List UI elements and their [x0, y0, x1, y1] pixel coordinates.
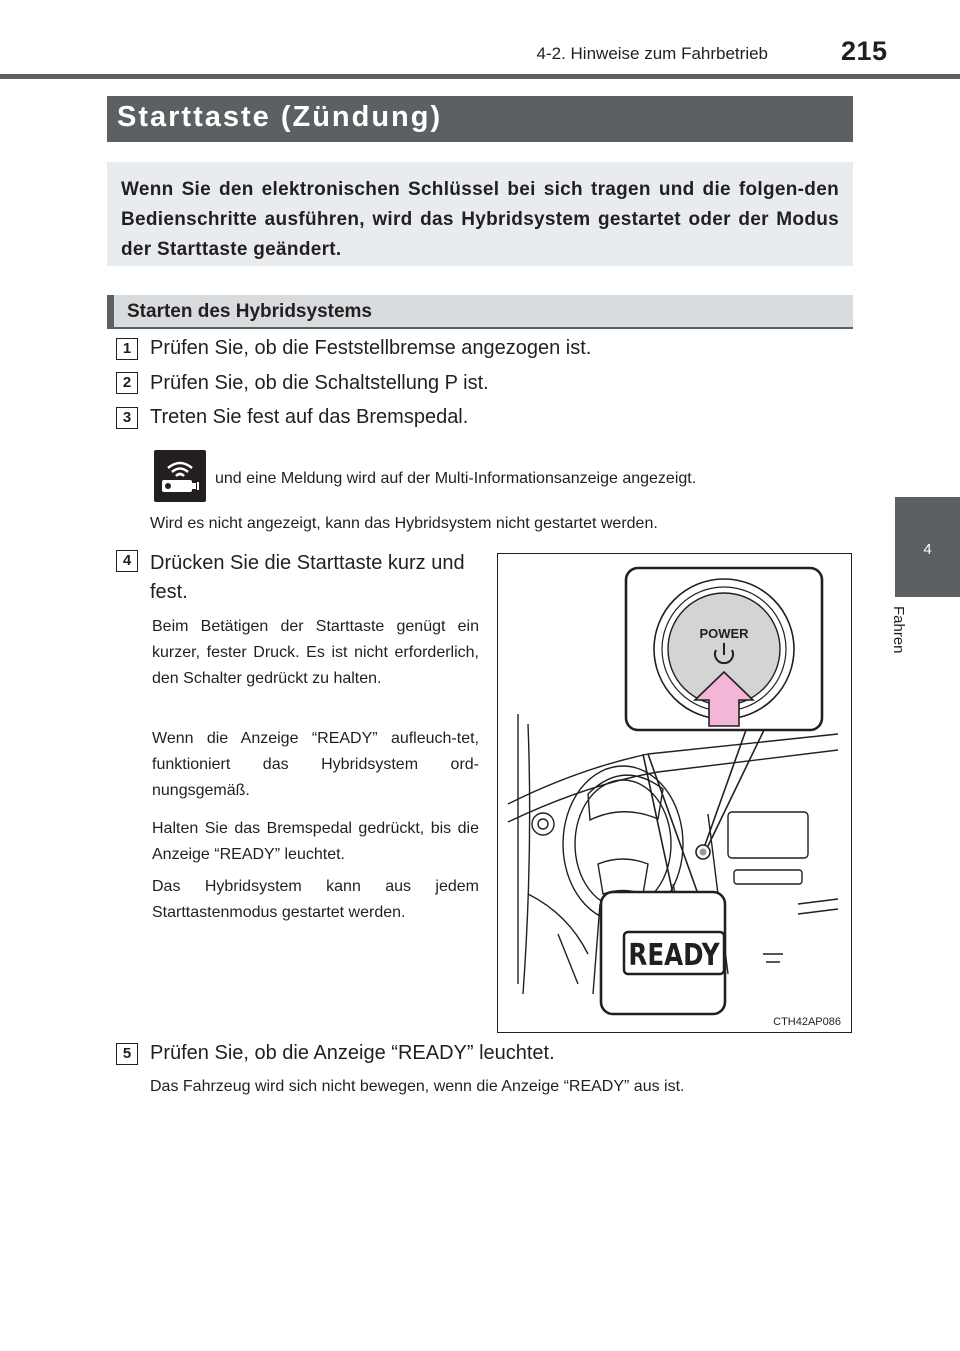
intro-box: [107, 162, 853, 266]
figure-code: CTH42AP086: [773, 1016, 841, 1028]
step4-paragraph-4: Das Hybridsystem kann aus jedem Starttastenmodus gestartet werden.: [152, 878, 479, 921]
step4-paragraph-1: Beim Betätigen der Starttaste genügt ein kurzer, fester Druck. Es ist nicht erforderlich, den Schalter gedrückt zu halten.: [152, 618, 479, 687]
chapter-number: 4: [923, 541, 932, 558]
subheading-accent: [107, 295, 114, 327]
start-button-figure: [497, 553, 852, 1033]
icon-note: und eine Meldung wird auf der Multi-Informationsanzeige angezeigt.: [215, 470, 697, 487]
step5-note: Das Fahrzeug wird sich nicht bewegen, wenn die Anzeige “READY” aus ist.: [150, 1078, 685, 1095]
step3-note: Wird es nicht angezeigt, kann das Hybridsystem nicht gestartet werden.: [150, 515, 658, 532]
smart-key-indicator-icon: [154, 450, 206, 502]
header-rule: [0, 74, 960, 79]
step-text-4: Drücken Sie die Starttaste kurz und fest.: [150, 552, 465, 603]
page-title-bar: [107, 96, 853, 142]
step-text-3: Treten Sie fest auf das Bremspedal.: [150, 406, 469, 428]
step-number-5: 5: [116, 1043, 138, 1065]
step-text-5: Prüfen Sie, ob die Anzeige “READY” leuchtet.: [150, 1042, 555, 1064]
chapter-label: Fahren: [890, 606, 907, 654]
step-number-1: 1: [116, 338, 138, 360]
step-number-2: 2: [116, 372, 138, 394]
page-title: Starttaste (Zündung): [117, 101, 443, 133]
subheading-bar: [107, 295, 853, 329]
chapter-label-wrap: [890, 606, 925, 676]
step-number-4: 4: [116, 550, 138, 572]
step-text-2: Prüfen Sie, ob die Schaltstellung P ist.: [150, 372, 489, 394]
page-number: 215: [841, 36, 888, 66]
dashboard-illustration: [498, 554, 853, 1034]
section-header: 4-2. Hinweise zum Fahrbetrieb: [536, 44, 768, 63]
step4-paragraph-2: Wenn die Anzeige “READY” aufleuch-tet, funktioniert das Hybridsystem ord-nungsgemäß.: [152, 730, 479, 799]
power-label: POWER: [699, 626, 749, 641]
step-text-1: Prüfen Sie, ob die Feststellbremse angezogen ist.: [150, 337, 592, 359]
intro-text: Wenn Sie den elektronischen Schlüssel bei sich tragen und die folgen-den Bedienschritte ausführen, wird das Hybridsystem gestartet oder der Modus der Starttaste geändert.: [121, 179, 839, 260]
step4-paragraph-3: Halten Sie das Bremspedal gedrückt, bis die Anzeige “READY” leuchtet.: [152, 820, 479, 863]
step-number-3: 3: [116, 407, 138, 429]
chapter-tab: [895, 497, 960, 597]
subheading: Starten des Hybridsystems: [127, 301, 372, 322]
ready-label: READY: [628, 938, 720, 973]
